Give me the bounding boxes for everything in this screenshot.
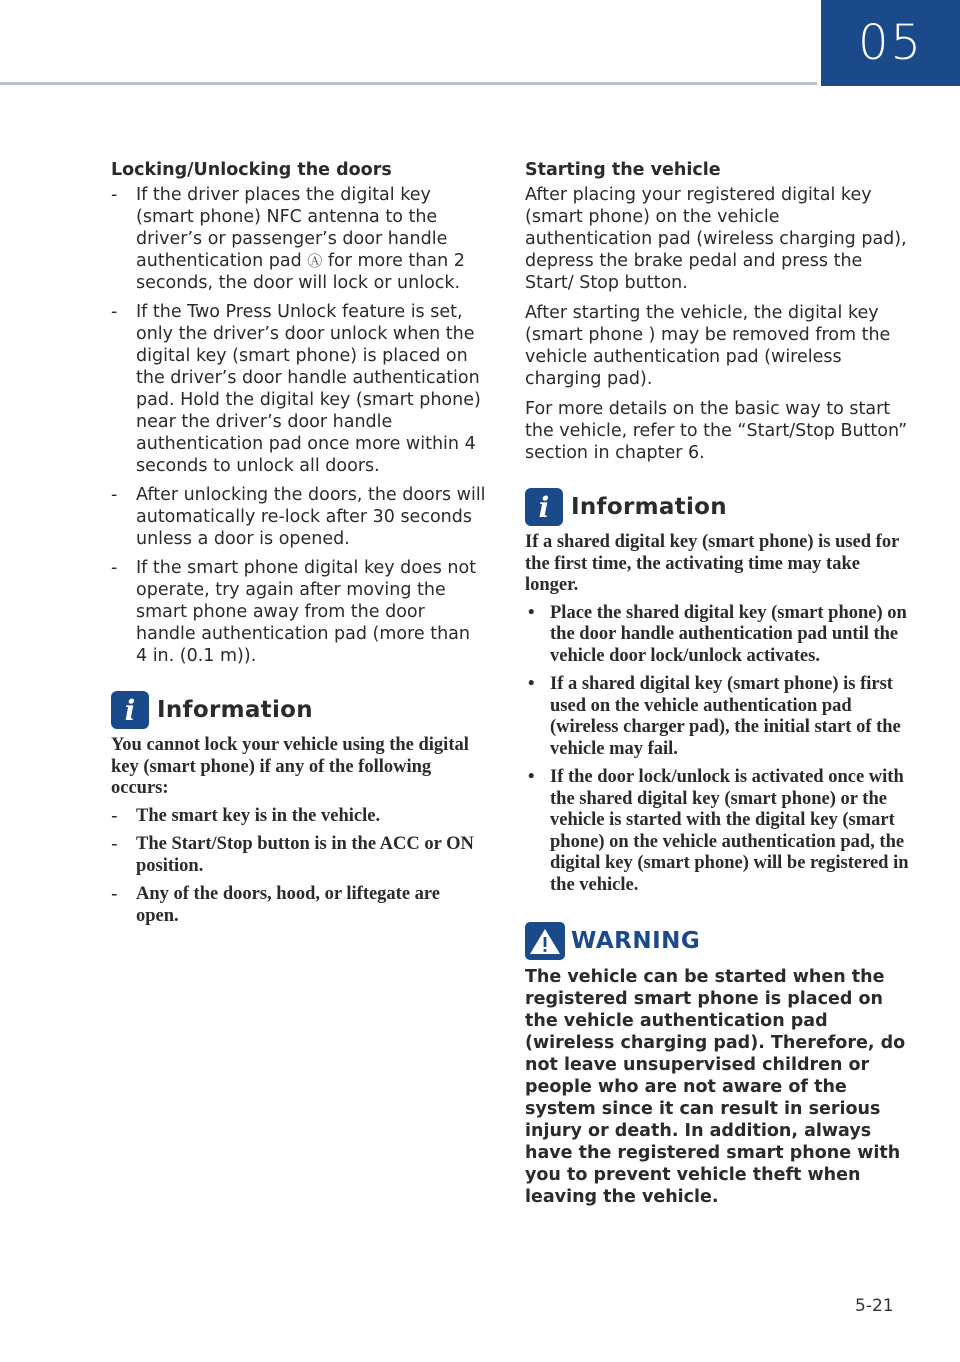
list-item: [111, 806, 486, 828]
list-item: [525, 603, 910, 668]
list-item: [111, 301, 486, 477]
dash-marker: -: [111, 834, 118, 855]
item-text: If the Two Press Unlock feature is set, only the driver’s door unlock when the digital key (smart phone) is placed on the driver’s door handle authentication pad. Hold the digital key (smart phone) near the driver’s door handle authentication pad once more within 4 seconds to unlock all doors.: [136, 302, 481, 476]
list-item: [111, 834, 486, 877]
list-item: [111, 884, 486, 927]
dash-marker: -: [111, 185, 118, 205]
warning-text: The vehicle can be started when the registered smart phone is placed on the vehicle authentication pad (wireless charging pad). Therefore, do not leave unsupervised children or people who are not aware of the system since it can result in serious injury or death. In addition, always have the registered smart phone with you to prevent vehicle theft when leaving the vehicle.: [525, 967, 906, 1207]
item-text: Place the shared digital key (smart phone) on the door handle authentication pad until the vehicle door lock/unlock activates.: [550, 602, 907, 666]
item-text: If a shared digital key (smart phone) is first used on the vehicle authentication pad (wireless charger pad), the initial start of the vehicle may fail.: [550, 674, 901, 759]
warning-triangle-icon: [525, 922, 565, 960]
item-text: After unlocking the doors, the doors will automatically re-lock after 30 seconds unless a door is opened.: [136, 485, 486, 549]
dash-marker: -: [111, 884, 118, 905]
locking-list: [111, 184, 486, 667]
dash-marker: -: [111, 485, 118, 505]
info-intro: You cannot lock your vehicle using the digital key (smart phone) if any of the following occurs:: [111, 735, 469, 798]
paragraph: After placing your registered digital key (smart phone) on the vehicle authentication pad (wireless charging pad), depress the brake pedal and press the Start/ Stop button.: [525, 185, 907, 293]
dash-marker: -: [111, 805, 118, 827]
dash-marker: -: [111, 302, 118, 322]
left-column: [111, 160, 486, 934]
right-column: [525, 160, 910, 1208]
list-item: [525, 674, 910, 760]
item-text: Any of the doors, hood, or liftegate are open.: [136, 884, 441, 926]
list-item: [111, 557, 486, 667]
information-icon: i: [525, 488, 563, 526]
bullet-marker: •: [528, 767, 535, 787]
chapter-tab: [821, 0, 960, 86]
information-icon: i: [111, 691, 149, 729]
item-text: If the door lock/unlock is activated once with the shared digital key (smart phone) or the vehicle is started with the digital key (smart phone) on the vehicle authentication pad, the digital key (smart phone) will be registered in the vehicle.: [550, 767, 909, 895]
list-item: [111, 184, 486, 294]
warning-title: [525, 922, 910, 960]
chapter-number: 05: [857, 15, 924, 71]
item-text: The smart key is in the vehicle.: [136, 805, 381, 826]
list-item: [525, 767, 910, 896]
section-heading-starting: Starting the vehicle: [525, 160, 721, 180]
info-title-text: Information: [157, 697, 313, 723]
bullet-marker: •: [528, 602, 535, 623]
info-intro: If a shared digital key (smart phone) is used for the first time, the activating time may take longer.: [525, 532, 899, 595]
page-number: 5-21: [855, 1296, 894, 1316]
info-list: [111, 806, 486, 928]
section-heading-locking: Locking/Unlocking the doors: [111, 160, 392, 180]
info-box-title: [111, 691, 486, 729]
info-title-text: Information: [571, 494, 727, 520]
dash-marker: -: [111, 558, 118, 578]
paragraph: After starting the vehicle, the digital key (smart phone ) may be removed from the vehicle authentication pad (wireless charging pad).: [525, 303, 891, 389]
list-item: [111, 484, 486, 550]
item-text: for more than 2 seconds, the door will lock or unlock.: [136, 251, 465, 293]
warning-title-text: WARNING: [571, 928, 701, 954]
info-list: [525, 603, 910, 897]
circled-a-symbol: Ⓐ: [307, 252, 323, 270]
item-text: If the smart phone digital key does not operate, try again after moving the smart phone away from the door handle authentication pad (more than 4 in. (0.1 m)).: [136, 558, 477, 666]
header-rule: [0, 82, 817, 85]
item-text: If the driver places the digital key (smart phone) NFC antenna to the driver’s or passenger’s door handle authentication pad: [136, 185, 448, 271]
bullet-marker: •: [528, 674, 535, 694]
paragraph: For more details on the basic way to start the vehicle, refer to the “Start/Stop Button” section in chapter 6.: [525, 399, 908, 463]
info-box-title: [525, 488, 910, 526]
item-text: The Start/Stop button is in the ACC or ON position.: [136, 834, 474, 876]
